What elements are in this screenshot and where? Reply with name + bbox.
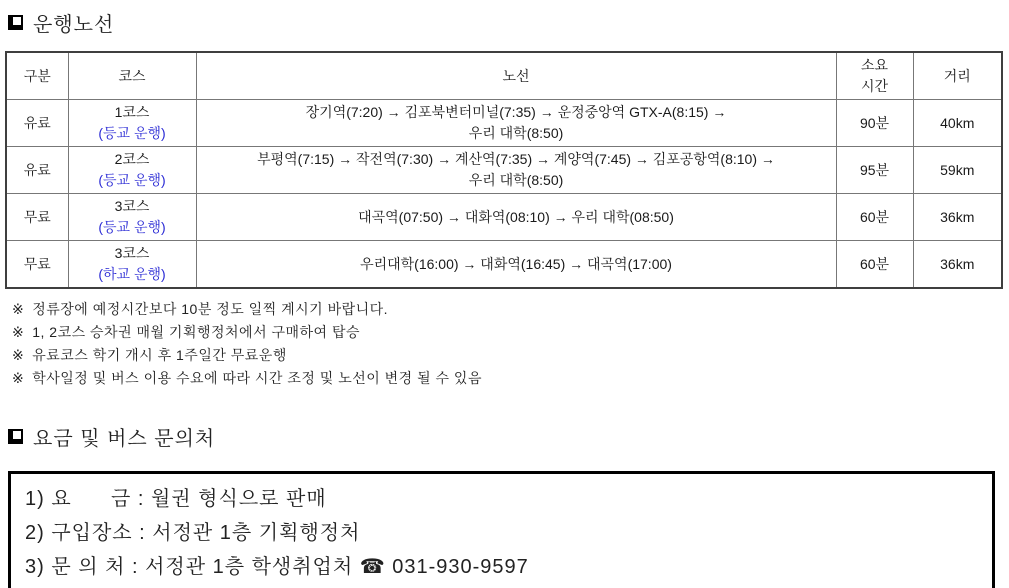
note-text: 정류장에 예정시간보다 10분 정도 일찍 계시기 바랍니다.	[32, 301, 389, 317]
distance-cell: 59km	[913, 147, 1002, 194]
distance-cell: 36km	[913, 194, 1002, 241]
header-route: 노선	[196, 52, 836, 100]
fare-type-cell: 무료	[6, 241, 68, 289]
bus-route-table	[5, 51, 1003, 289]
header-category: 구분	[6, 52, 68, 100]
fare-type-cell: 유료	[6, 147, 68, 194]
course-name: 3코스	[114, 245, 150, 261]
note-item	[12, 321, 1001, 344]
course-name: 1코스	[114, 104, 150, 120]
route-cell	[196, 100, 836, 147]
header-time-line1: 소요	[860, 57, 889, 73]
table-row	[6, 241, 1002, 289]
note-item	[12, 367, 1001, 390]
table-row	[6, 147, 1002, 194]
route-cell	[196, 241, 836, 289]
route-line2: 우리 대학(8:50)	[468, 172, 564, 188]
fare-line: 1) 요 금 : 월권 형식으로 판매	[25, 488, 327, 510]
table-header-row	[6, 52, 1002, 100]
section2-heading	[8, 422, 1001, 451]
section1-heading	[8, 8, 1001, 37]
route-line1: 대곡역(07:50) → 대화역(08:10) → 우리 대학(08:50)	[358, 208, 674, 225]
course-note: (등교 운행)	[98, 125, 166, 141]
table-row	[6, 194, 1002, 241]
distance-cell: 40km	[913, 100, 1002, 147]
note-text: 유료코스 학기 개시 후 1주일간 무료운행	[32, 347, 287, 363]
inquiry-line: 3) 문 의 처 : 서정관 1층 학생취업처 ☎ 031-930-9597	[25, 556, 529, 578]
route-line1: 우리대학(16:00) → 대화역(16:45) → 대곡역(17:00)	[360, 255, 672, 272]
note-item	[12, 298, 1001, 321]
header-time-line2: 시간	[860, 78, 889, 94]
course-cell	[68, 100, 196, 147]
course-cell	[68, 147, 196, 194]
header-course: 코스	[68, 52, 196, 100]
distance-cell: 36km	[913, 241, 1002, 289]
reference-mark-icon: ※	[12, 347, 25, 363]
table-row	[6, 100, 1002, 147]
note-text: 1, 2코스 승차권 매월 기획행정처에서 구매하여 탑승	[32, 324, 361, 340]
duration-cell: 60분	[836, 194, 913, 241]
fare-contact-box	[8, 471, 995, 588]
square-bullet-icon	[8, 15, 23, 30]
section1-title: 운행노선	[33, 14, 115, 36]
purchase-place-line: 2) 구입장소 : 서정관 1층 기획행정처	[25, 522, 361, 544]
route-cell	[196, 147, 836, 194]
route-line1: 부평역(7:15) → 작전역(7:30) → 계산역(7:35) → 계양역(7:45) → 김포공항역(8:10) →	[257, 151, 775, 167]
course-name: 3코스	[114, 198, 150, 214]
route-line2: 우리 대학(8:50)	[468, 125, 564, 141]
course-note: (하교 운행)	[98, 266, 166, 282]
note-item	[12, 344, 1001, 367]
note-text: 학사일정 및 버스 이용 수요에 따라 시간 조정 및 노선이 변경 될 수 있음	[32, 370, 482, 386]
reference-mark-icon: ※	[12, 324, 25, 340]
reference-mark-icon: ※	[12, 370, 25, 386]
course-note: (등교 운행)	[98, 172, 166, 188]
duration-cell: 60분	[836, 241, 913, 289]
duration-cell: 90분	[836, 100, 913, 147]
fare-type-cell: 무료	[6, 194, 68, 241]
duration-cell: 95분	[836, 147, 913, 194]
fare-type-cell: 유료	[6, 100, 68, 147]
course-note: (등교 운행)	[98, 219, 166, 235]
notes-list	[12, 298, 1001, 390]
reference-mark-icon: ※	[12, 301, 25, 317]
square-bullet-icon	[8, 429, 23, 444]
course-cell	[68, 194, 196, 241]
course-cell	[68, 241, 196, 289]
course-name: 2코스	[114, 151, 150, 167]
header-time	[836, 52, 913, 100]
route-line1: 장기역(7:20) → 김포북변터미널(7:35) → 운정중앙역 GTX-A(8:15) →	[305, 104, 727, 120]
route-cell	[196, 194, 836, 241]
header-distance: 거리	[913, 52, 1002, 100]
section2-title: 요금 및 버스 문의처	[33, 428, 216, 450]
